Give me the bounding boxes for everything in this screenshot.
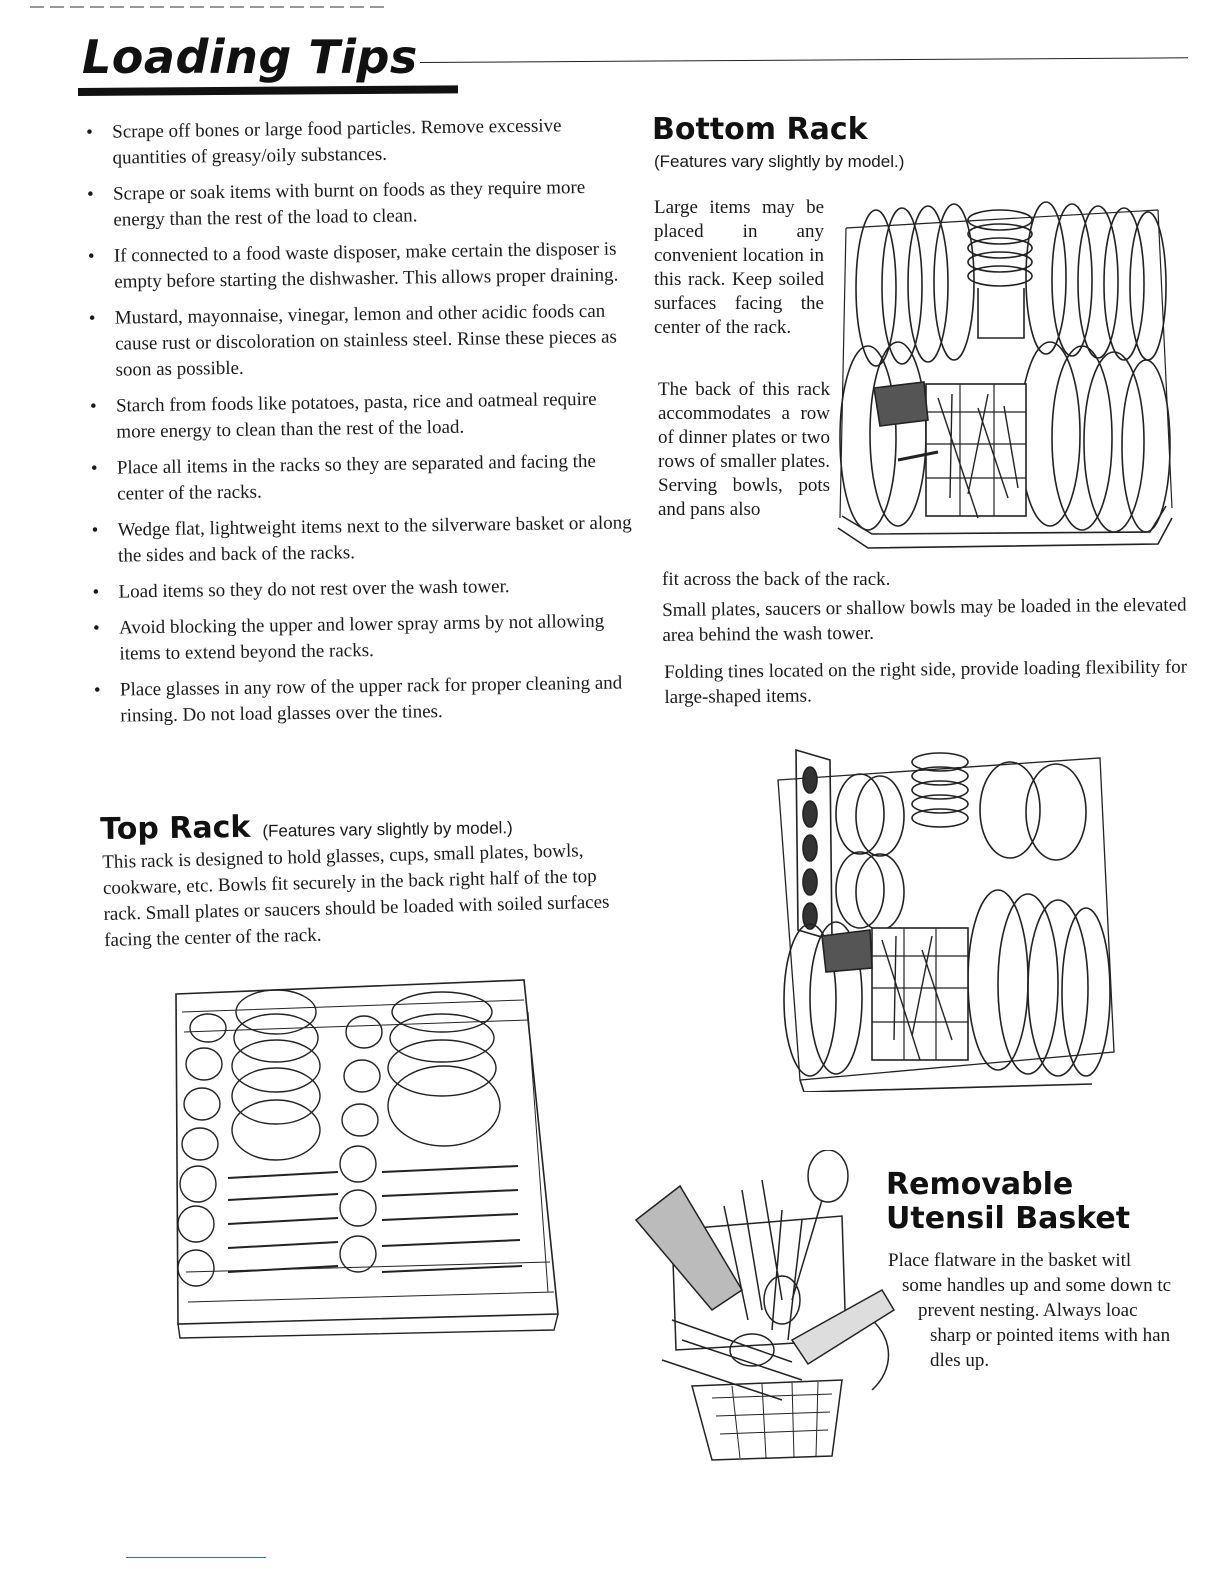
top-rack-heading: Top Rack xyxy=(100,809,251,847)
bottom-rack-para-2: The back of this rack accommodates a row of dinner plates or two rows of smaller plates. Serving bowls, pots and pans also xyxy=(658,379,831,520)
utensil-basket-line: Place flatware in the basket witl xyxy=(888,1250,1132,1271)
tip-item: • If connected to a food waste disposer, make certain the disposer is empty before starting the dishwasher. This allows proper draining. xyxy=(86,236,637,296)
utensil-basket-heading-line-1: Removable xyxy=(886,1167,1074,1202)
utensil-basket-line: sharp or pointed items with han xyxy=(930,1325,1171,1346)
bottom-rack-para-3: Small plates, saucers or shallow bowls may be loaded in the elevated area behind the wash tower. xyxy=(662,594,1187,646)
tip-item: • Place glasses in any row of the upper rack for proper cleaning and rinsing. Do not load glasses over the tines. xyxy=(92,670,643,730)
top-rack-illustration xyxy=(168,972,564,1342)
utensil-basket-illustration xyxy=(632,1150,902,1462)
bottom-rack-para-4: Folding tines located on the right side, provide loading flexibility for large-shaped items. xyxy=(664,656,1188,708)
utensil-basket-line: prevent nesting. Always loac xyxy=(918,1300,1138,1321)
tip-item: • Wedge flat, lightweight items next to the silverware basket or along the sides and back of the racks. xyxy=(90,510,641,570)
bottom-rack-para-2-tail: fit across the back of the rack. xyxy=(662,569,891,590)
bottom-rack-illustration-alt xyxy=(770,740,1120,1092)
top-rack-paragraph: This rack is designed to hold glasses, cups, small plates, bowls, cookware, etc. Bowls fit securely in the back right half of the top rack. Small plates or saucers should be loaded with soiled surfaces facing the center of the rack. xyxy=(102,840,610,951)
tip-item: • Place all items in the racks so they are separated and facing the center of the racks. xyxy=(89,448,640,508)
utensil-basket-paragraph xyxy=(888,1248,1224,1373)
title-rule xyxy=(420,57,1188,63)
tip-item: • Scrape or soak items with burnt on foods as they require more energy than the rest of the load to clean. xyxy=(85,174,636,234)
utensil-basket-heading xyxy=(886,1168,1130,1236)
utensil-basket-line: some handles up and some down tc xyxy=(902,1275,1172,1296)
title-underline xyxy=(78,85,458,96)
utensil-basket-line: dles up. xyxy=(930,1350,990,1371)
tip-item: • Avoid blocking the upper and lower spray arms by not allowing items to extend beyond the racks. xyxy=(91,608,642,668)
tip-item: • Load items so they do not rest over the wash tower. xyxy=(90,572,640,606)
footer-rule xyxy=(126,1557,266,1558)
tip-item: • Mustard, mayonnaise, vinegar, lemon and other acidic foods can cause rust or discoloration on stainless steel. Rinse these pieces as soon as possible. xyxy=(87,298,638,384)
bottom-rack-heading: Bottom Rack xyxy=(652,112,868,147)
bottom-rack-subtitle: (Features vary slightly by model.) xyxy=(654,152,905,171)
bottom-rack-para-1: Large items may be placed in any convenient location in this rack. Keep soiled surfaces facing the center of the rack. xyxy=(654,197,824,338)
utensil-basket-heading-line-2: Utensil Basket xyxy=(886,1201,1131,1236)
page-title: Loading Tips xyxy=(82,30,418,84)
loading-tips-list xyxy=(84,112,643,740)
top-rack-subtitle: (Features vary slightly by model.) xyxy=(262,818,513,841)
scan-artifact-line xyxy=(30,6,390,8)
tip-item: • Starch from foods like potatoes, pasta, rice and oatmeal require more energy to clean than the rest of the load. xyxy=(88,386,639,446)
tip-item: • Scrape off bones or large food particles. Remove excessive quantities of greasy/oily substances. xyxy=(84,112,635,172)
bottom-rack-illustration xyxy=(828,198,1178,556)
